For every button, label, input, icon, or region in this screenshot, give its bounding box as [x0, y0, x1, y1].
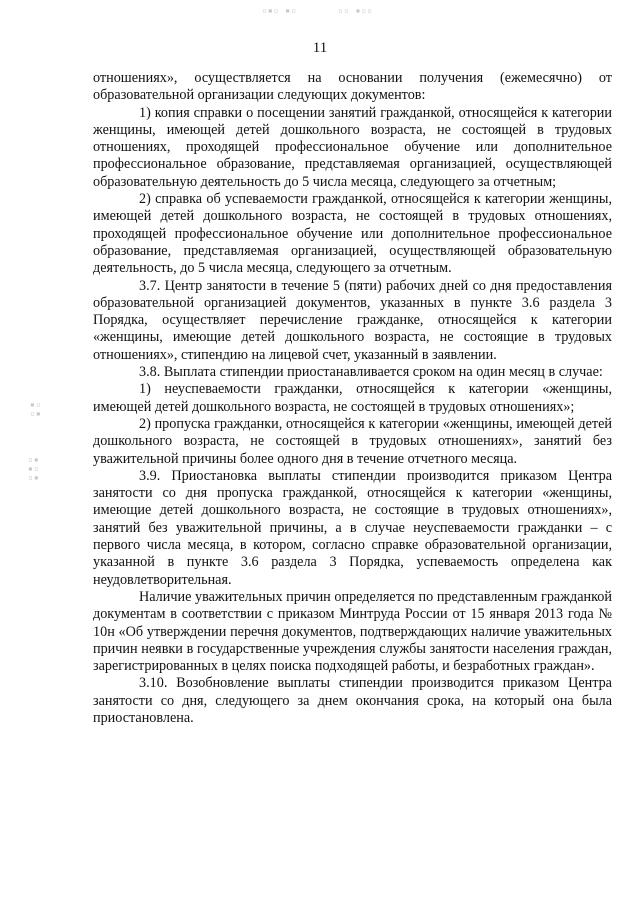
paragraph: 2) пропуска гражданки, относящейся к категории «женщины, имеющей детей дошкольного возраста, не состоящей в трудовых отношениях», занятий без уважительной причины более одного дня в течение отчетного месяца.: [93, 415, 612, 467]
scan-noise-top: ▫▪▫ ▪▫: [262, 6, 297, 15]
scan-noise-margin-2: ▫▪ ▪▫ ▫▪: [28, 455, 40, 482]
paragraph: 1) копия справки о посещении занятий гражданкой, относящейся к категории женщины, имеющей детей дошкольного возраста, не состоящей в трудовых отношениях, проходящей профессиональное обучение или дополнительное профессиональное образование, представляемая организацией, осуществляющей образовательную деятельность до 5 числа месяца, следующего за отчетным;: [93, 104, 612, 190]
paragraph: отношениях», осуществляется на основании получения (ежемесячно) от образовательной организации следующих документов:: [93, 70, 612, 104]
paragraph: 3.8. Выплата стипендии приостанавливается сроком на один месяц в случае:: [139, 364, 603, 381]
paragraph: 1) неуспеваемости гражданки, относящейся к категории «женщины, имеющей детей дошкольного возраста, не состоящей в трудовых отношениях»;: [93, 381, 612, 415]
page-number: 11: [312, 40, 328, 56]
scan-noise-margin-1: ▪▫ ▫▪: [30, 400, 42, 418]
paragraph: 3.10. Возобновление выплаты стипендии производится приказом Центра занятости со дня, следующего за днем окончания срока, на который она была приостановлена.: [93, 675, 612, 726]
paragraph: 3.7. Центр занятости в течение 5 (пяти) рабочих дней со дня предоставления образовательной организацией документов, указанных в пункте 3.6 раздела 3 Порядка, осуществляет перечисление гражданке, относящейся к категории «женщины, имеющие детей дошкольного возраста, не состоящие в трудовых отношениях», стипендию на лицевой счет, указанный в заявлении.: [93, 277, 612, 363]
scan-noise-top-2: ▫▫ ▪▫▫: [338, 6, 373, 15]
paragraph: Наличие уважительных причин определяется по представленным гражданкой документам в соответствии с приказом Минтруда России от 15 января 2013 года № 10н «Об утверждении перечня документов, подтверждающих наличие уважительных причин неявки в государственные учреждения службы занятости населения граждан, зарегистрированных в целях поиска подходящей работы, и безработных граждан».: [93, 588, 612, 675]
paragraph: 3.9. Приостановка выплаты стипендии производится приказом Центра занятости со дня пропуска гражданкой, относящейся к категории «женщины, имеющие детей дошкольного возраста, не состоящие в трудовых отношениях», занятий без уважительной причины, а в случае неуспеваемости гражданки – с первого числа месяца, в котором, согласно справке образовательной организации, указанной в пункте 3.6 раздела 3 Порядка, успеваемость определена как неудовлетворительная.: [93, 467, 612, 588]
document-body: [93, 70, 612, 727]
paragraph: 2) справка об успеваемости гражданкой, относящейся к категории женщины, имеющей детей дошкольного возраста, не состоящей в трудовых отношениях, проходящей профессиональное обучение или дополнительное профессиональное образование, представляемая организацией, осуществляющей образовательную деятельность, до 5 числа месяца, следующего за отчетным.: [93, 191, 612, 277]
